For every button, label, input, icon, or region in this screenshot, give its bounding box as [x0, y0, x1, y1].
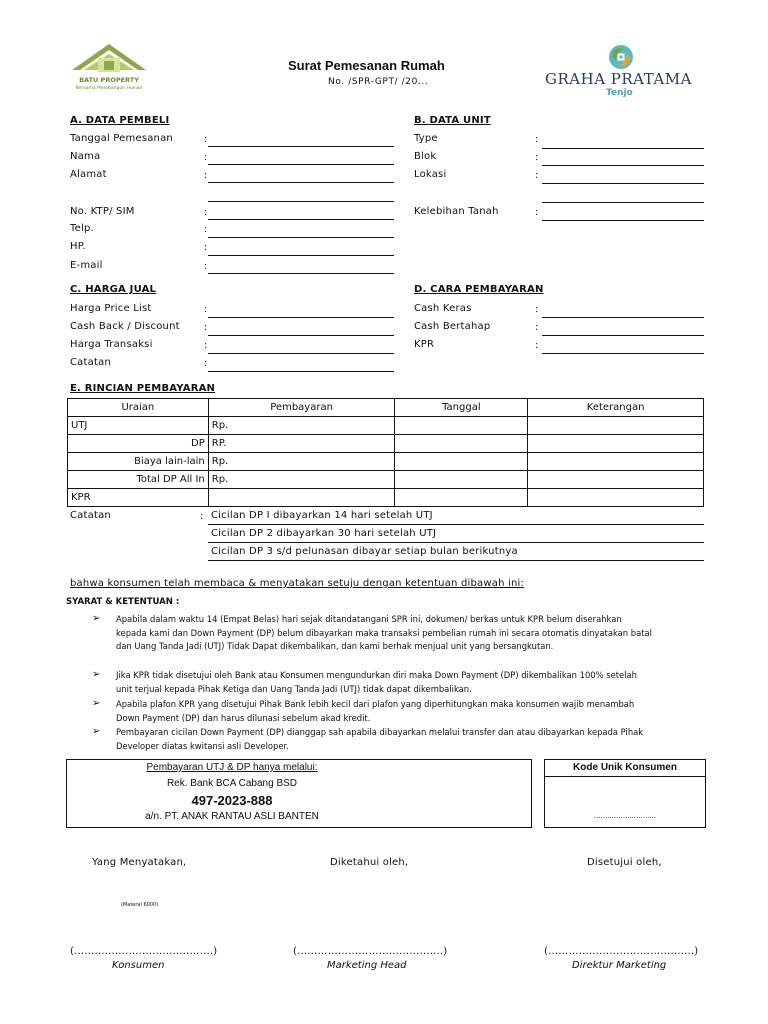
colon: : — [535, 170, 539, 181]
telp-input-line[interactable] — [208, 237, 394, 238]
catatan-line-1: Cicilan DP I dibayarkan 14 hari setelah UTJ — [211, 510, 433, 521]
colon: : — [535, 152, 539, 163]
page-title: Surat Pemesanan Rumah — [288, 58, 445, 73]
column-header-keterangan: Keterangan — [528, 399, 704, 417]
catatan-underline-2 — [208, 542, 704, 543]
agreement-statement: bahwa konsumen telah membaca & menyatakan setuju dengan ketentuan dibawah ini: — [70, 578, 525, 589]
pembayaran-cell[interactable]: Rp. — [208, 471, 395, 489]
tanggal-cell[interactable] — [395, 417, 528, 435]
field-label-no-ktp: No. KTP/ SIM — [70, 206, 135, 217]
cash-bertahap-input-line[interactable] — [542, 335, 704, 336]
section-a-heading: A. DATA PEMBELI — [70, 115, 170, 126]
colon: : — [535, 340, 539, 351]
colon: : — [204, 261, 208, 272]
table-header-row — [68, 399, 704, 417]
signature-title-konsumen: Yang Menyatakan, — [92, 857, 187, 868]
terms-item-line: Developer diatas kwitansi asli Developer. — [116, 740, 289, 751]
no-ktp-input-line[interactable] — [208, 219, 394, 220]
colon: : — [204, 152, 208, 163]
section-d-heading: D. CARA PEMBAYARAN — [414, 284, 544, 295]
field-label-blok: Blok — [414, 151, 437, 162]
cash-back-input-line[interactable] — [208, 335, 394, 336]
colon: : — [204, 224, 208, 235]
catatan-line-3: Cicilan DP 3 s/d pelunasan dibayar setiap bulan berikutnya — [211, 546, 518, 557]
logo-left-text: BATU PROPERTY — [79, 76, 139, 84]
tanggal-cell[interactable] — [395, 489, 528, 507]
blok-input-line[interactable] — [542, 165, 704, 166]
field-label-cash-bertahap: Cash Bertahap — [414, 321, 491, 332]
logo-right — [540, 40, 700, 102]
field-label-kpr: KPR — [414, 339, 435, 350]
colon: : — [204, 322, 208, 333]
colon: : — [204, 304, 208, 315]
uraian-cell: UTJ — [68, 417, 209, 435]
payment-box-holder: a/n. PT. ANAK RANTAU ASLI BANTEN — [145, 811, 319, 822]
section-e-heading: E. RINCIAN PEMBAYARAN — [70, 383, 216, 394]
keterangan-cell[interactable] — [528, 453, 704, 471]
signature-title-direktur: Disetujui oleh, — [587, 857, 662, 868]
graha-pratama-logo-icon — [606, 42, 636, 72]
field-label-tanggal-pemesanan: Tanggal Pemesanan — [70, 133, 173, 144]
house-logo-icon — [68, 40, 150, 102]
catatan-underline-1 — [208, 524, 704, 525]
type-input-line[interactable] — [542, 148, 704, 149]
brand-name: GRAHA PRATAMA — [545, 70, 692, 88]
colon: : — [204, 340, 208, 351]
terms-item-line: Apabila plafon KPR yang disetujui Pihak Bank lebih kecil dari plafon yang diperhitungkan maka konsumen wajib menambah — [116, 699, 635, 709]
brand-location: Tenjo — [606, 88, 633, 98]
cash-keras-input-line[interactable] — [542, 317, 704, 318]
signature-title-marketing-head: Diketahui oleh, — [330, 857, 409, 868]
field-label-kelebihan-tanah: Kelebihan Tanah — [414, 206, 499, 217]
kode-unik-dots[interactable]: ............................ — [593, 812, 657, 820]
bullet-arrow-icon: ➢ — [92, 613, 101, 624]
document-number: No. /SPR-GPT/ /20... — [328, 77, 429, 87]
tanggal-cell[interactable] — [395, 453, 528, 471]
signature-line-direktur[interactable]: (…………………………………….) — [544, 946, 699, 957]
section-b-heading: B. DATA UNIT — [414, 115, 491, 126]
terms-heading: SYARAT & KETENTUAN : — [66, 597, 180, 607]
tanggal-cell[interactable] — [395, 435, 528, 453]
catatan-underline-3 — [208, 560, 704, 561]
bullet-arrow-icon: ➢ — [92, 726, 101, 737]
field-label-catatan: Catatan — [70, 357, 111, 368]
terms-item-line: Apabila dalam waktu 14 (Empat Belas) hari sejak ditandatangani SPR ini, dokumen/ berkas untuk KPR belum diserahkan — [116, 614, 622, 624]
signature-role-konsumen: Konsumen — [112, 960, 165, 971]
terms-item-line: Pembayaran cicilan Down Payment (DP) dianggap sah apabila dibayarkan melalui transfer dan atau dibayarkan kepada Pihak — [116, 727, 644, 737]
pembayaran-cell[interactable]: Rp. — [208, 417, 395, 435]
harga-transaksi-input-line[interactable] — [208, 353, 394, 354]
payment-box — [66, 759, 532, 828]
catatan-input-line[interactable] — [208, 371, 394, 372]
field-label-telp: Telp. — [70, 223, 94, 234]
lokasi-input-line[interactable] — [542, 183, 704, 184]
kode-unik-box — [544, 759, 706, 828]
catatan-label: Catatan — [70, 510, 111, 521]
terms-item — [116, 613, 652, 654]
colon: : — [204, 242, 208, 253]
colon: : — [535, 207, 539, 218]
keterangan-cell[interactable] — [528, 435, 704, 453]
field-label-harga-transaksi: Harga Transaksi — [70, 339, 153, 350]
payment-box-account: 497-2023-888 — [191, 793, 273, 808]
table-row — [68, 453, 704, 471]
logo-left — [68, 40, 150, 102]
field-label-cash-back: Cash Back / Discount — [70, 321, 180, 332]
terms-item-line: kepada kami dan Down Payment (DP) belum dibayarkan maka transaksi pembelian rumah ini secara otomatis dinyatakan batal — [116, 627, 652, 638]
field-label-alamat: Alamat — [70, 169, 107, 180]
alamat-input-line-2[interactable] — [208, 201, 394, 202]
section-c-heading: C. HARGA JUAL — [70, 284, 157, 295]
signature-role-marketing-head: Marketing Head — [327, 960, 407, 971]
hp-input-line[interactable] — [208, 255, 394, 256]
field-label-type: Type — [414, 133, 438, 144]
harga-price-list-input-line[interactable] — [208, 317, 394, 318]
bullet-arrow-icon: ➢ — [92, 669, 101, 680]
lokasi-input-line-2[interactable] — [542, 202, 704, 203]
uraian-cell: Biaya lain-lain — [68, 453, 209, 471]
table-row — [68, 471, 704, 489]
pembayaran-cell[interactable]: RP. — [208, 435, 395, 453]
signature-role-direktur: Direktur Marketing — [572, 960, 667, 971]
kode-unik-heading: Kode Unik Konsumen — [545, 760, 705, 777]
tanggal-cell[interactable] — [395, 471, 528, 489]
keterangan-cell[interactable] — [528, 471, 704, 489]
table-row — [68, 489, 704, 507]
colon: : — [204, 170, 208, 181]
uraian-cell: DP — [68, 435, 209, 453]
uraian-cell: Total DP All In — [68, 471, 209, 489]
terms-item — [116, 698, 634, 725]
table-row — [68, 435, 704, 453]
column-header-pembayaran: Pembayaran — [208, 399, 395, 417]
payment-details-table — [67, 398, 704, 507]
table-row — [68, 417, 704, 435]
field-label-lokasi: Lokasi — [414, 169, 447, 180]
materai-note: (Materai 6000) — [121, 902, 159, 908]
column-header-tanggal: Tanggal — [395, 399, 528, 417]
colon: : — [535, 134, 539, 145]
pembayaran-cell[interactable] — [208, 489, 395, 507]
field-label-harga-price-list: Harga Price List — [70, 303, 152, 314]
kpr-input-line[interactable] — [542, 353, 704, 354]
field-label-nama: Nama — [70, 151, 101, 162]
colon: : — [535, 304, 539, 315]
colon: : — [204, 207, 208, 218]
email-input-line[interactable] — [208, 273, 394, 274]
keterangan-cell[interactable] — [528, 489, 704, 507]
bullet-arrow-icon: ➢ — [92, 698, 101, 709]
terms-item-line: Down Payment (DP) dan harus dilunasi sebelum akad kredit. — [116, 712, 371, 723]
tanggal-pemesanan-input-line[interactable] — [208, 146, 394, 147]
signature-line-konsumen[interactable]: (………………..........……….…) — [70, 946, 218, 957]
uraian-cell: KPR — [68, 489, 209, 507]
logo-left-subtext: Bersama Membangun Hunian — [75, 86, 143, 91]
signature-line-marketing-head[interactable]: (…………………………………….) — [293, 946, 448, 957]
column-header-uraian: Uraian — [68, 399, 209, 417]
terms-item — [116, 726, 643, 753]
colon: : — [200, 511, 204, 522]
kelebihan-tanah-input-line[interactable] — [542, 220, 704, 221]
pembayaran-cell[interactable]: Rp. — [208, 453, 395, 471]
field-label-email: E-mail — [70, 260, 103, 271]
colon: : — [535, 322, 539, 333]
payment-box-bank: Rek. Bank BCA Cabang BSD — [166, 778, 298, 789]
field-label-cash-keras: Cash Keras — [414, 303, 472, 314]
terms-item-line: unit terjual kepada Pihak Ketiga dan Uang Tanda Jadi (UTJ) tidak dapat dikembalikan. — [116, 683, 472, 694]
nama-input-line[interactable] — [208, 164, 394, 165]
field-label-hp: HP. — [70, 241, 86, 252]
terms-item-line: dan Uang Tanda Jadi (UTJ) Tidak Dapat dikembalikan, dan kami berhak menjual unit yang bersangkutan. — [116, 641, 554, 651]
terms-item-line: Jika KPR tidak disetujui oleh Bank atau Konsumen mengundurkan diri maka Down Payment (DP) dikembalikan 100% setelah — [116, 670, 637, 680]
catatan-line-2: Cicilan DP 2 dibayarkan 30 hari setelah UTJ — [211, 528, 437, 539]
keterangan-cell[interactable] — [528, 417, 704, 435]
terms-item — [116, 669, 637, 696]
payment-box-heading: Pembayaran UTJ & DP hanya melalui: — [146, 762, 318, 773]
colon: : — [204, 358, 208, 369]
alamat-input-line[interactable] — [208, 182, 394, 183]
colon: : — [204, 134, 208, 145]
